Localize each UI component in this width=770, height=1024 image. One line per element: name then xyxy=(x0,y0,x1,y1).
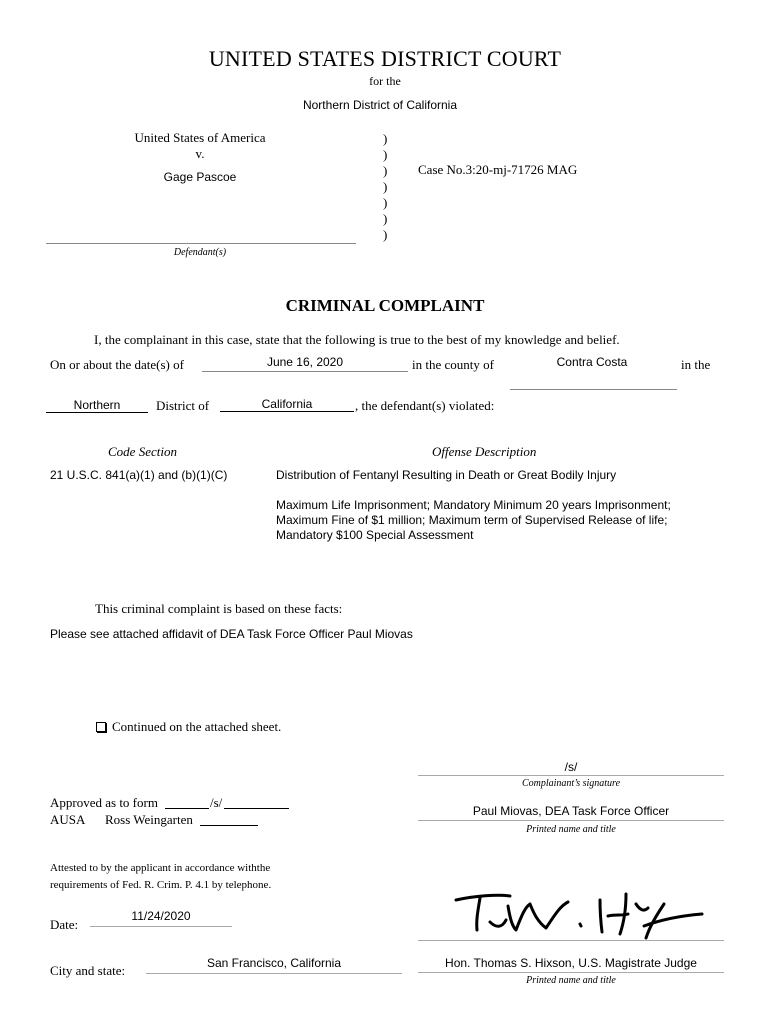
case-number: Case No.3:20-mj-71726 MAG xyxy=(418,162,578,177)
attestation-line: Attested to by the applicant in accordance withthe xyxy=(50,862,271,874)
paren: ) xyxy=(383,179,388,194)
penalty-line: Mandatory $100 Special Assessment xyxy=(276,528,474,542)
complainant-printed-name: Paul Miovas, DEA Task Force Officer xyxy=(472,804,670,818)
city-state-value: San Francisco, California xyxy=(206,956,342,970)
penalty-line: Maximum Fine of $1 million; Maximum term of Supervised Release of life; xyxy=(276,513,668,527)
judge-signature xyxy=(450,886,710,942)
date-underline xyxy=(90,926,232,927)
attestation-line: requirements of Fed. R. Crim. P. 4.1 by telephone. xyxy=(50,879,272,891)
complainant-printed-name-label: Printed name and title xyxy=(526,824,616,835)
document-title: CRIMINAL COMPLAINT xyxy=(285,296,485,315)
date-label: Date: xyxy=(50,917,79,932)
district-underline xyxy=(46,412,148,413)
facts-intro: This criminal complaint is based on these facts: xyxy=(95,601,343,616)
paren: ) xyxy=(383,211,388,226)
penalty-line: Maximum Life Imprisonment; Mandatory Minimum 20 years Imprisonment; xyxy=(276,498,671,512)
complainant-signature-label: Complainant’s signature xyxy=(521,778,621,789)
complainant-signature-line xyxy=(418,775,724,776)
district-value: Northern xyxy=(73,398,121,412)
code-section-value: 21 U.S.C. 841(a)(1) and (b)(1)(C) xyxy=(50,468,228,482)
date-prefix: On or about the date(s) of xyxy=(50,357,184,372)
versus-text: v. xyxy=(195,146,205,161)
court-title: UNITED STATES DISTRICT COURT xyxy=(208,46,562,71)
approved-blank-2 xyxy=(224,808,289,809)
complainant-signature-value: /s/ xyxy=(564,760,578,774)
date-value: 11/24/2020 xyxy=(131,909,191,923)
judge-printed-name-line xyxy=(418,972,724,973)
district-label: District of xyxy=(156,398,210,413)
judge-printed-name-label: Printed name and title xyxy=(526,975,616,986)
facts-text: Please see attached affidavit of DEA Task Force Officer Paul Miovas xyxy=(50,627,413,641)
paren: ) xyxy=(383,195,388,210)
code-section-header: Code Section xyxy=(108,444,177,459)
date-line-suffix: in the xyxy=(681,357,711,372)
for-the-text: for the xyxy=(369,74,401,88)
offense-description-value: Distribution of Fentanyl Resulting in Death or Great Bodily Injury xyxy=(276,468,617,482)
state-value: California xyxy=(261,397,313,411)
paren: ) xyxy=(383,227,388,242)
offense-description-header: Offense Description xyxy=(432,444,537,459)
state-underline xyxy=(220,411,354,412)
complainant-statement: I, the complainant in this case, state that the following is true to the best of my knowledge and belief. xyxy=(94,332,620,347)
paren: ) xyxy=(383,131,388,146)
offense-date-underline xyxy=(202,371,408,372)
paren: ) xyxy=(383,163,388,178)
county-value: Contra Costa xyxy=(556,355,628,369)
judge-signature-line xyxy=(418,940,724,941)
city-state-underline xyxy=(146,973,402,974)
paren: ) xyxy=(383,147,388,162)
defendant-name: Gage Pascoe xyxy=(163,170,237,184)
plaintiff-name: United States of America xyxy=(134,130,266,145)
defendant-label: Defendant(s) xyxy=(173,247,227,258)
ausa-blank xyxy=(200,825,258,826)
approved-signature: /s/ xyxy=(210,795,223,810)
continued-checkbox[interactable] xyxy=(96,722,106,732)
continued-label: Continued on the attached sheet. xyxy=(112,719,282,734)
county-prefix: in the county of xyxy=(412,357,494,372)
defendant-underline xyxy=(46,243,356,244)
approved-prefix: Approved as to form xyxy=(50,795,158,810)
judge-printed-name: Hon. Thomas S. Hixson, U.S. Magistrate Judge xyxy=(445,956,697,970)
complainant-printed-name-line xyxy=(418,820,724,821)
county-underline xyxy=(510,389,677,390)
district-line-suffix: , the defendant(s) violated: xyxy=(355,398,495,413)
district-heading: Northern District of California xyxy=(302,98,458,112)
offense-date: June 16, 2020 xyxy=(266,355,344,369)
ausa-name: Ross Weingarten xyxy=(105,812,193,827)
ausa-label: AUSA xyxy=(50,812,86,827)
approved-blank-1 xyxy=(165,808,209,809)
city-state-label: City and state: xyxy=(50,963,126,978)
